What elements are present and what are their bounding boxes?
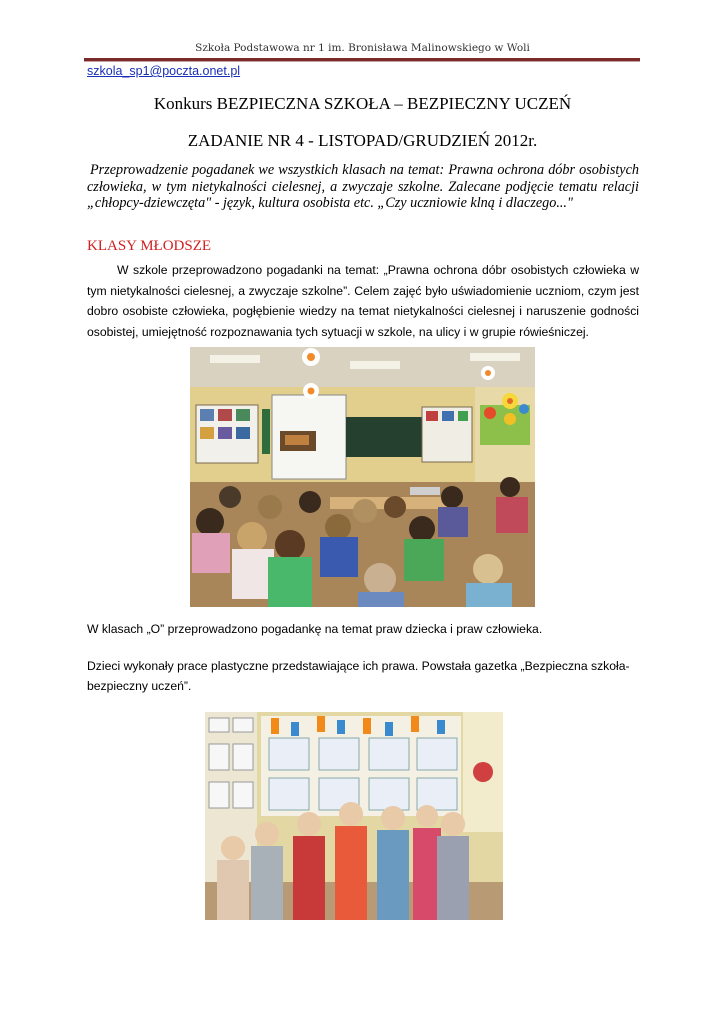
page-header: Szkoła Podstawowa nr 1 im. Bronisława Malinowskiego w Woli <box>195 42 530 54</box>
artwork-paragraph: Dzieci wykonały prace plastyczne przedstawiające ich prawa. Powstała gazetka „Bezpieczna szkoła-bezpieczny uczeń”. <box>87 659 630 693</box>
section-paragraph: W szkole przeprowadzono pogadanki na temat: „Prawna ochrona dóbr osobistych człowieka w tym nietykalności cielesnej, a zwyczaje szkolne”. Celem zajęć było uświadomienie uczniom, czym jest dobro osobiste człowieka, pogłębienie wiedzy na temat nietykalności cielesnej i naruszenie godności osobistej, umiejętność rozpoznawania tych sytuacji w szkole, na ulicy i w grupie rówieśniczej. <box>87 263 639 339</box>
contest-title: Konkurs BEZPIECZNA SZKOŁA – BEZPIECZNY UCZEŃ <box>153 94 572 113</box>
children-photo <box>205 712 503 920</box>
email-link[interactable]: szkola_sp1@poczta.onet.pl <box>87 64 241 78</box>
intro-paragraph: Przeprowadzenie pogadanek we wszystkich klasach na temat: Prawna ochrona dóbr osobistych człowieka, w tym nietykalności cielesnej, a zwyczaje szkolne. Zalecane podjęcie tematu relacji „chłopcy-dziewczęta" - język, kultura osobista etc. „Czy uczniowie klną i dlaczego..." <box>87 162 639 211</box>
kindergarten-paragraph: W klasach „O” przeprowadzono pogadankę na temat praw dziecka i praw człowieka. <box>87 622 543 636</box>
header-divider <box>84 58 640 62</box>
classroom-photo <box>190 347 535 607</box>
task-title: ZADANIE NR 4 - LISTOPAD/GRUDZIEŃ 2012r. <box>187 131 538 150</box>
section-heading: KLASY MŁODSZE <box>87 238 212 254</box>
